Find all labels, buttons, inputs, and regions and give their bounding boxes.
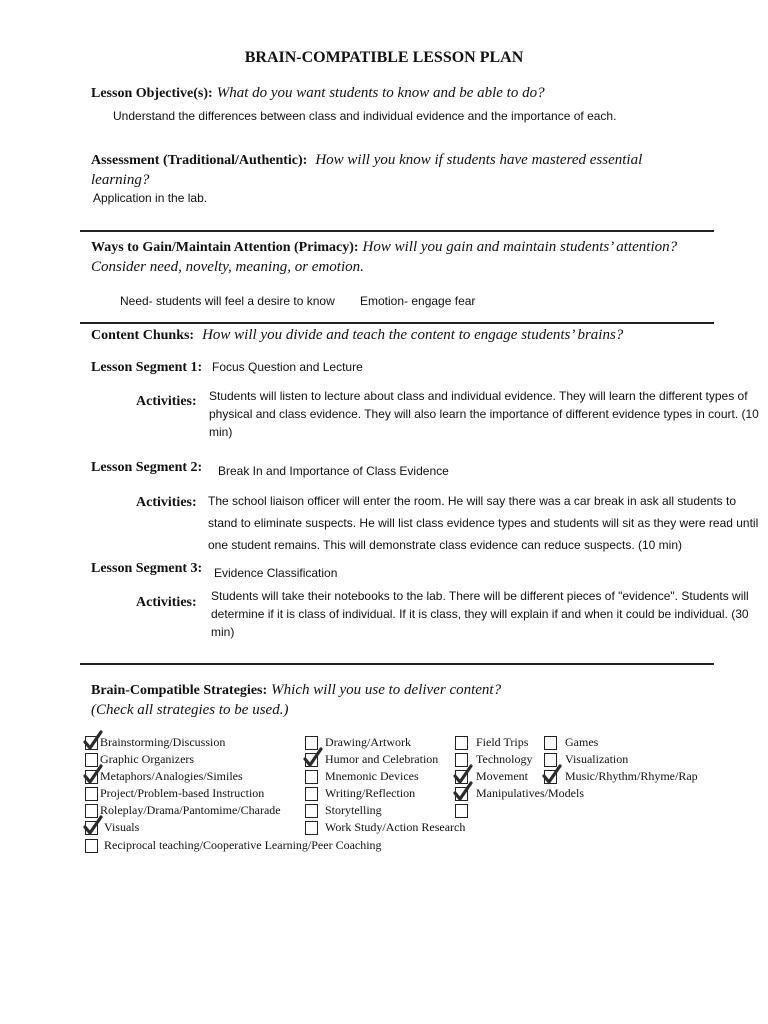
strategy-label: Graphic Organizers [100, 752, 195, 766]
attention-answer-emotion: Emotion- engage fear [360, 294, 476, 308]
segment-3-activities: Students will take their notebooks to the lab. There will be different pieces of "evidence". Students will determine if it is class of individual. If it is class, they will explain if and when it could be individual. (30 min) [211, 589, 749, 639]
segment-3-activities-label: Activities: [136, 595, 197, 610]
strategy-checkbox[interactable] [455, 804, 468, 818]
strategy-checkbox[interactable] [305, 770, 318, 784]
section-divider [80, 230, 714, 232]
attention-label: Ways to Gain/Maintain Attention (Primacy): [91, 240, 359, 255]
segment-2-activities-label: Activities: [136, 495, 197, 510]
strategy-label: Work Study/Action Research [325, 820, 466, 834]
segment-2-activities: The school liaison officer will enter the room. He will say there was a car break in ask all students to stand to eliminate suspects. He will list class evidence types and students will sit as they were read until one student remains. This will demonstrate class evidence can reduce suspects. (10 min) [208, 494, 759, 552]
strategy-checkbox[interactable] [305, 787, 318, 801]
strategy-label: Field Trips [476, 735, 529, 749]
strategy-checkbox[interactable] [455, 736, 468, 750]
segment-1-title: Focus Question and Lecture [212, 360, 363, 374]
strategy-label: Visualization [565, 752, 629, 766]
objective-section [91, 84, 545, 102]
strategy-checkbox[interactable] [85, 839, 98, 853]
strategies-label: Brain-Compatible Strategies: [91, 683, 268, 698]
strategy-label: Reciprocal teaching/Cooperative Learning/Peer Coaching [104, 838, 382, 852]
strategy-label: Visuals [104, 820, 140, 834]
strategy-checkbox[interactable] [544, 736, 557, 750]
segment-1-activities: Students will listen to lecture about class and individual evidence. They will learn the different types of physical and class evidence. They will also learn the importance of different evidence types in court. (10 min) [209, 389, 759, 439]
strategy-checkbox[interactable] [85, 770, 98, 784]
objective-label: Lesson Objective(s): [91, 86, 213, 101]
strategy-label: Drawing/Artwork [325, 735, 411, 749]
segment-2-title: Break In and Importance of Class Evidence [218, 464, 449, 478]
strategies-question: Which will you use to deliver content? [271, 682, 502, 698]
strategies-section [91, 681, 501, 699]
attention-section [91, 238, 677, 256]
attention-answer-need: Need- students will feel a desire to know [120, 294, 335, 308]
objective-answer: Understand the differences between class and individual evidence and the importance of each. [113, 109, 617, 123]
page-title: BRAIN-COMPATIBLE LESSON PLAN [244, 49, 524, 66]
strategy-label: Storytelling [325, 803, 382, 817]
content-label: Content Chunks: [91, 328, 195, 343]
segment-3-label: Lesson Segment 3: [91, 561, 203, 576]
assessment-question-line2: learning? [91, 172, 150, 188]
strategy-label: Metaphors/Analogies/Similes [100, 769, 243, 783]
assessment-section [91, 151, 642, 169]
strategy-label: Movement [476, 769, 528, 783]
strategy-checkbox[interactable] [305, 821, 318, 835]
assessment-answer: Application in the lab. [93, 191, 208, 205]
strategy-checkbox[interactable] [305, 753, 318, 767]
strategy-label: Mnemonic Devices [325, 769, 419, 783]
content-section [91, 326, 623, 344]
strategy-label: Writing/Reflection [325, 786, 416, 800]
strategy-label: Music/Rhythm/Rhyme/Rap [565, 769, 698, 783]
assessment-label: Assessment (Traditional/Authentic): [91, 153, 308, 168]
segment-1-activities-label: Activities: [136, 394, 197, 409]
section-divider [80, 663, 714, 665]
checkmark-icon [453, 782, 473, 802]
objective-question: What do you want students to know and be able to do? [216, 85, 545, 101]
segment-2-label: Lesson Segment 2: [91, 460, 203, 475]
strategy-label: Manipulatives/Models [476, 786, 584, 800]
strategy-label: Humor and Celebration [325, 752, 439, 766]
checkmark-icon [542, 765, 562, 785]
segment-3-title: Evidence Classification [214, 566, 338, 580]
attention-question-line2: Consider need, novelty, meaning, or emotion. [91, 259, 364, 275]
section-divider [80, 322, 714, 324]
strategy-checkbox[interactable] [544, 770, 557, 784]
strategy-checkbox[interactable] [305, 804, 318, 818]
strategy-label: Brainstorming/Discussion [100, 735, 226, 749]
strategy-label: Project/Problem-based Instruction [100, 786, 265, 800]
checkmark-icon [303, 748, 323, 768]
strategy-checkbox[interactable] [85, 821, 98, 835]
attention-question-line1: How will you gain and maintain students’ attention? [362, 239, 678, 255]
strategies-note: (Check all strategies to be used.) [91, 702, 289, 718]
strategy-checkbox[interactable] [85, 736, 98, 750]
segment-1-label: Lesson Segment 1: [91, 360, 203, 375]
strategy-label: Technology [476, 752, 533, 766]
strategy-checkbox[interactable] [455, 787, 468, 801]
content-question: How will you divide and teach the content to engage students’ brains? [202, 327, 624, 343]
strategy-label: Games [565, 735, 599, 749]
strategy-label: Roleplay/Drama/Pantomime/Charade [100, 803, 281, 817]
checkmark-icon [83, 816, 103, 836]
assessment-question-line1: How will you know if students have mastered essential [315, 152, 643, 168]
strategy-checkbox[interactable] [85, 787, 98, 801]
